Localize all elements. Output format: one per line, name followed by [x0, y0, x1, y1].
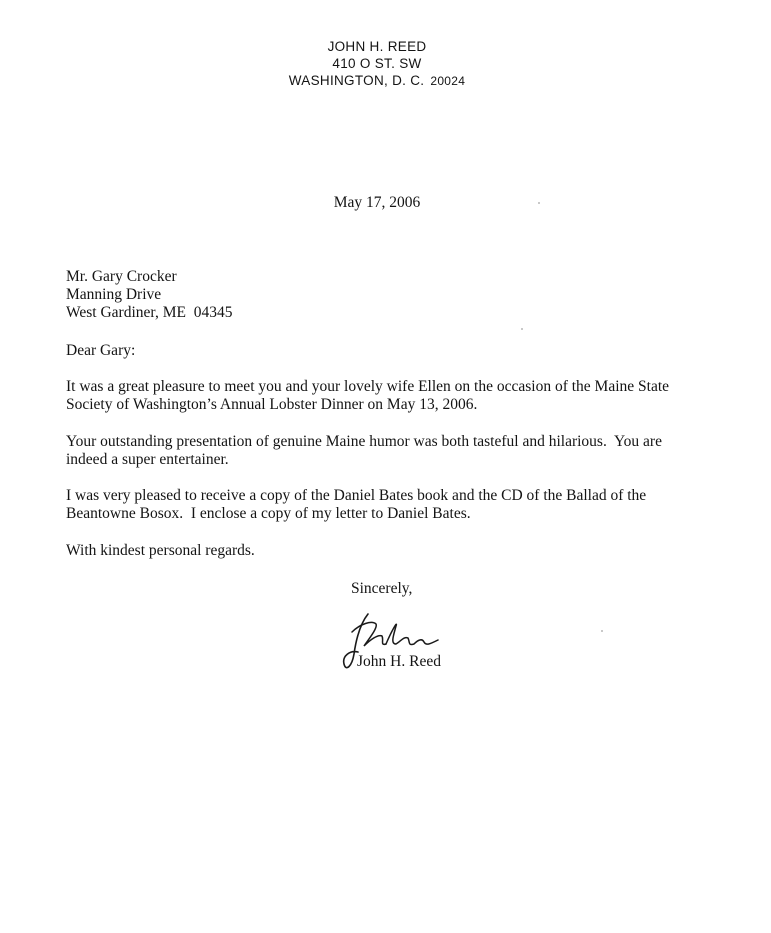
body-paragraph-4: With kindest personal regards.: [66, 542, 255, 559]
closing: Sincerely,: [351, 580, 413, 597]
recipient-name: Mr. Gary Crocker: [66, 268, 177, 285]
scan-speck: [601, 630, 603, 632]
recipient-street: Manning Drive: [66, 286, 162, 303]
body-paragraph-3: I was very pleased to receive a copy of the Daniel Bates book and the CD of the Ballad of the Beantowne Bosox. I enclose a copy of my letter to Daniel Bates.: [66, 487, 651, 522]
salutation: Dear Gary:: [66, 342, 136, 359]
body-paragraph-1: It was a great pleasure to meet you and your lovely wife Ellen on the occasion of the Maine State Society of Washington’s Annual Lobster Dinner on May 13, 2006.: [66, 378, 670, 413]
body-paragraph-2: Your outstanding presentation of genuine Maine humor was both tasteful and hilarious. You are indeed a super entertainer.: [66, 433, 666, 468]
letterhead-city: WASHINGTON, D. C.: [288, 73, 425, 88]
letterhead-street: 410 O ST. SW: [332, 56, 422, 71]
letterhead-zip: 20024: [430, 74, 466, 88]
letterhead: [0, 38, 754, 90]
scan-speck: [538, 202, 540, 204]
letter-date: May 17, 2006: [333, 194, 421, 211]
recipient-city-state-zip: West Gardiner, ME 04345: [66, 304, 233, 321]
letterhead-name: JOHN H. REED: [327, 39, 427, 54]
signer-name: John H. Reed: [357, 653, 441, 670]
recipient-address: [66, 268, 232, 322]
scan-speck: [521, 328, 523, 330]
letterhead-city-line: [0, 72, 754, 90]
